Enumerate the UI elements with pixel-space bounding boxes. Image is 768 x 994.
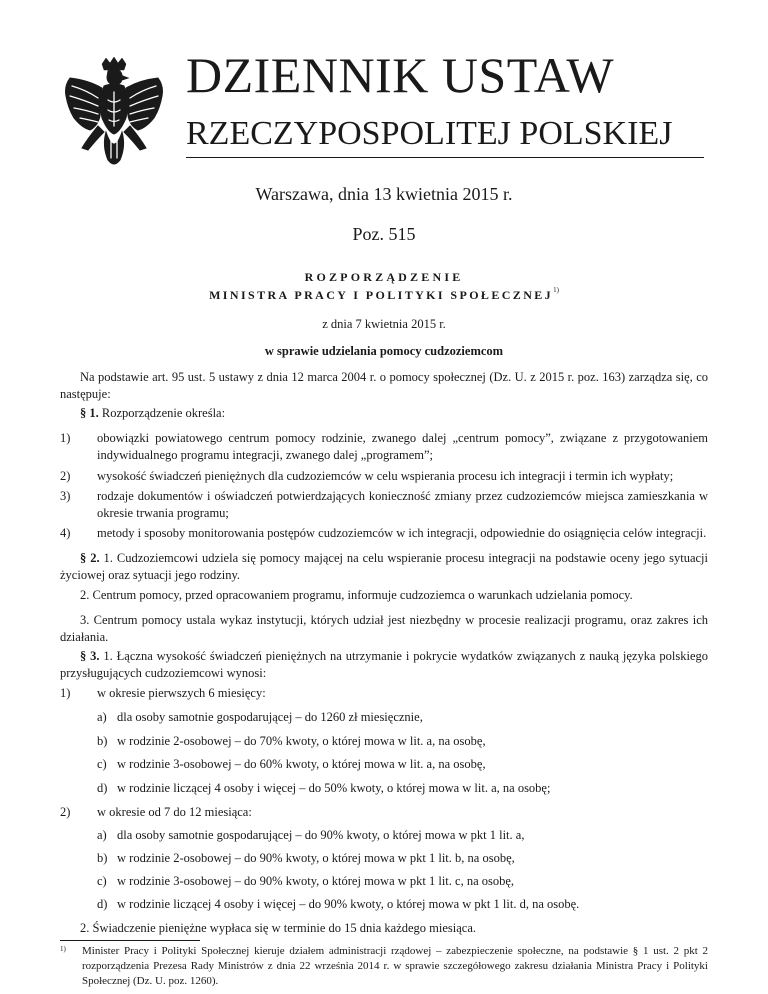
list-item-number: 2) (60, 805, 71, 819)
paragraph-2-section-1 (60, 550, 708, 584)
letter-item-label: c) (97, 874, 107, 888)
list-item-number: 2) (60, 469, 71, 483)
letter-item-label: b) (97, 851, 108, 865)
list-item-text: w okresie pierwszych 6 miesięcy: (97, 686, 266, 700)
letter-item-text: w rodzinie liczącej 4 osoby i więcej – do 90% kwoty, o której mowa w pkt 1 lit. d, na osobę. (117, 897, 580, 911)
letter-item-text: dla osoby samotnie gospodarującej – do 90% kwoty, o której mowa w pkt 1 lit. a, (117, 828, 525, 842)
letter-item-text: dla osoby samotnie gospodarującej – do 1260 zł miesięcznie, (117, 710, 423, 724)
paragraph-3-section-2: 2. Świadczenie pieniężne wypłaca się w terminie do 15 dnia każdego miesiąca. (80, 921, 477, 935)
letter-item-text: w rodzinie 2-osobowej – do 90% kwoty, o której mowa w pkt 1 lit. b, na osobę, (117, 851, 515, 865)
publication-date: Warszawa, dnia 13 kwietnia 2015 r. (255, 184, 513, 204)
act-authority (0, 288, 768, 303)
footnote-text: Minister Pracy i Polityki Społecznej kieruje działem administracji rządowej – zabezpieczenie społeczne, na podstawie § 1 ust. 2 pkt 2 rozporządzenia Prezesa Rady Ministrów z dnia 22 września 2014 r. w sprawie szczegółowego zakresu działania Ministra Pracy i Polityki Społecznej (Dz. U. poz. 1260). (82, 945, 708, 987)
letter-item-label: d) (97, 781, 108, 795)
paragraph-2-section-3: 3. Centrum pomocy ustala wykaz instytucji, których udział jest niezbędny w procesie realizacji programu, oraz zakres ich działania. (60, 613, 708, 644)
position-number: Poz. 515 (352, 224, 416, 244)
polish-eagle-emblem-icon (58, 56, 170, 178)
list-item-text: metody i sposoby monitorowania postępów cudzoziemców w ich integracji, odpowiednie do osiągnięcia celów integracji. (97, 526, 707, 540)
paragraph-1-intro-text: Rozporządzenie określa: (101, 406, 226, 420)
paragraph-2-label: § 2. (80, 551, 100, 565)
footnote-ref: 1) (553, 286, 559, 294)
list-item-text: wysokość świadczeń pieniężnych dla cudzoziemców w celu wspierania procesu ich integracji i termin ich wypłaty; (97, 469, 674, 483)
act-authority-text: MINISTRA PRACY I POLITYKI SPOŁECZNEJ (209, 288, 554, 302)
list-item-number: 4) (60, 526, 71, 540)
list-item-number: 1) (60, 686, 71, 700)
letter-item-label: a) (97, 828, 107, 842)
act-date: z dnia 7 kwietnia 2015 r. (322, 317, 446, 331)
list-item-number: 1) (60, 431, 71, 445)
letter-item-text: w rodzinie liczącej 4 osoby i więcej – do 50% kwoty, o której mowa w lit. a, na osobę; (117, 781, 551, 795)
list-item-text: rodzaje dokumentów i oświadczeń potwierdzających konieczność zmiany przez cudzoziemców miejsca zamieszkania w okresie trwania programu; (97, 489, 708, 520)
letter-item-text: w rodzinie 3-osobowej – do 90% kwoty, o której mowa w pkt 1 lit. c, na osobę, (117, 874, 515, 888)
paragraph-1-intro (60, 405, 708, 422)
letter-item-label: a) (97, 710, 107, 724)
paragraph-3-label: § 3. (80, 649, 100, 663)
footnote-rule (60, 940, 200, 941)
preamble: Na podstawie art. 95 ust. 5 ustawy z dnia 12 marca 2004 r. o pomocy społecznej (Dz. U. z 2015 r. poz. 163) zarządza się, co następuje: (60, 370, 708, 401)
letter-item-label: d) (97, 897, 108, 911)
act-subject: w sprawie udzielania pomocy cudzoziemcom (264, 344, 504, 358)
journal-title: DZIENNIK USTAW (186, 47, 615, 103)
list-item-text: obowiązki powiatowego centrum pomocy rodzinie, zwanego dalej „centrum pomocy”, związane z przygotowaniem indywidualnego programu integracji, zwanego dalej „programem”; (97, 431, 708, 462)
letter-item-label: b) (97, 734, 108, 748)
footnote-mark: 1) (60, 945, 66, 953)
list-item-text: w okresie od 7 do 12 miesiąca: (97, 805, 252, 819)
letter-item-text: w rodzinie 3-osobowej – do 60% kwoty, o której mowa w lit. a, na osobę, (117, 757, 486, 771)
paragraph-3-section-1 (60, 648, 708, 682)
paragraph-1-label: § 1. (80, 406, 99, 420)
paragraph-2-section-2: 2. Centrum pomocy, przed opracowaniem programu, informuje cudzoziemca o warunkach udzielania pomocy. (80, 588, 633, 602)
journal-subtitle: RZECZYPOSPOLITEJ POLSKIEJ (186, 115, 673, 152)
letter-item-label: c) (97, 757, 107, 771)
title-rule (186, 157, 704, 158)
act-type: ROZPORZĄDZENIE (304, 270, 464, 284)
letter-item-text: w rodzinie 2-osobowej – do 70% kwoty, o której mowa w lit. a, na osobę, (117, 734, 486, 748)
paragraph-3-text-1: 1. Łączna wysokość świadczeń pieniężnych na utrzymanie i pokrycie wydatków związanych z nauką języka polskiego przysługujących cudzoziemcowi wynosi: (60, 649, 708, 680)
list-item-number: 3) (60, 489, 71, 503)
paragraph-2-text-1: 1. Cudzoziemcowi udziela się pomocy mającej na celu wspieranie procesu integracji na podstawie oceny jego sytuacji życiowej oraz sytuacji jego rodziny. (60, 551, 709, 582)
